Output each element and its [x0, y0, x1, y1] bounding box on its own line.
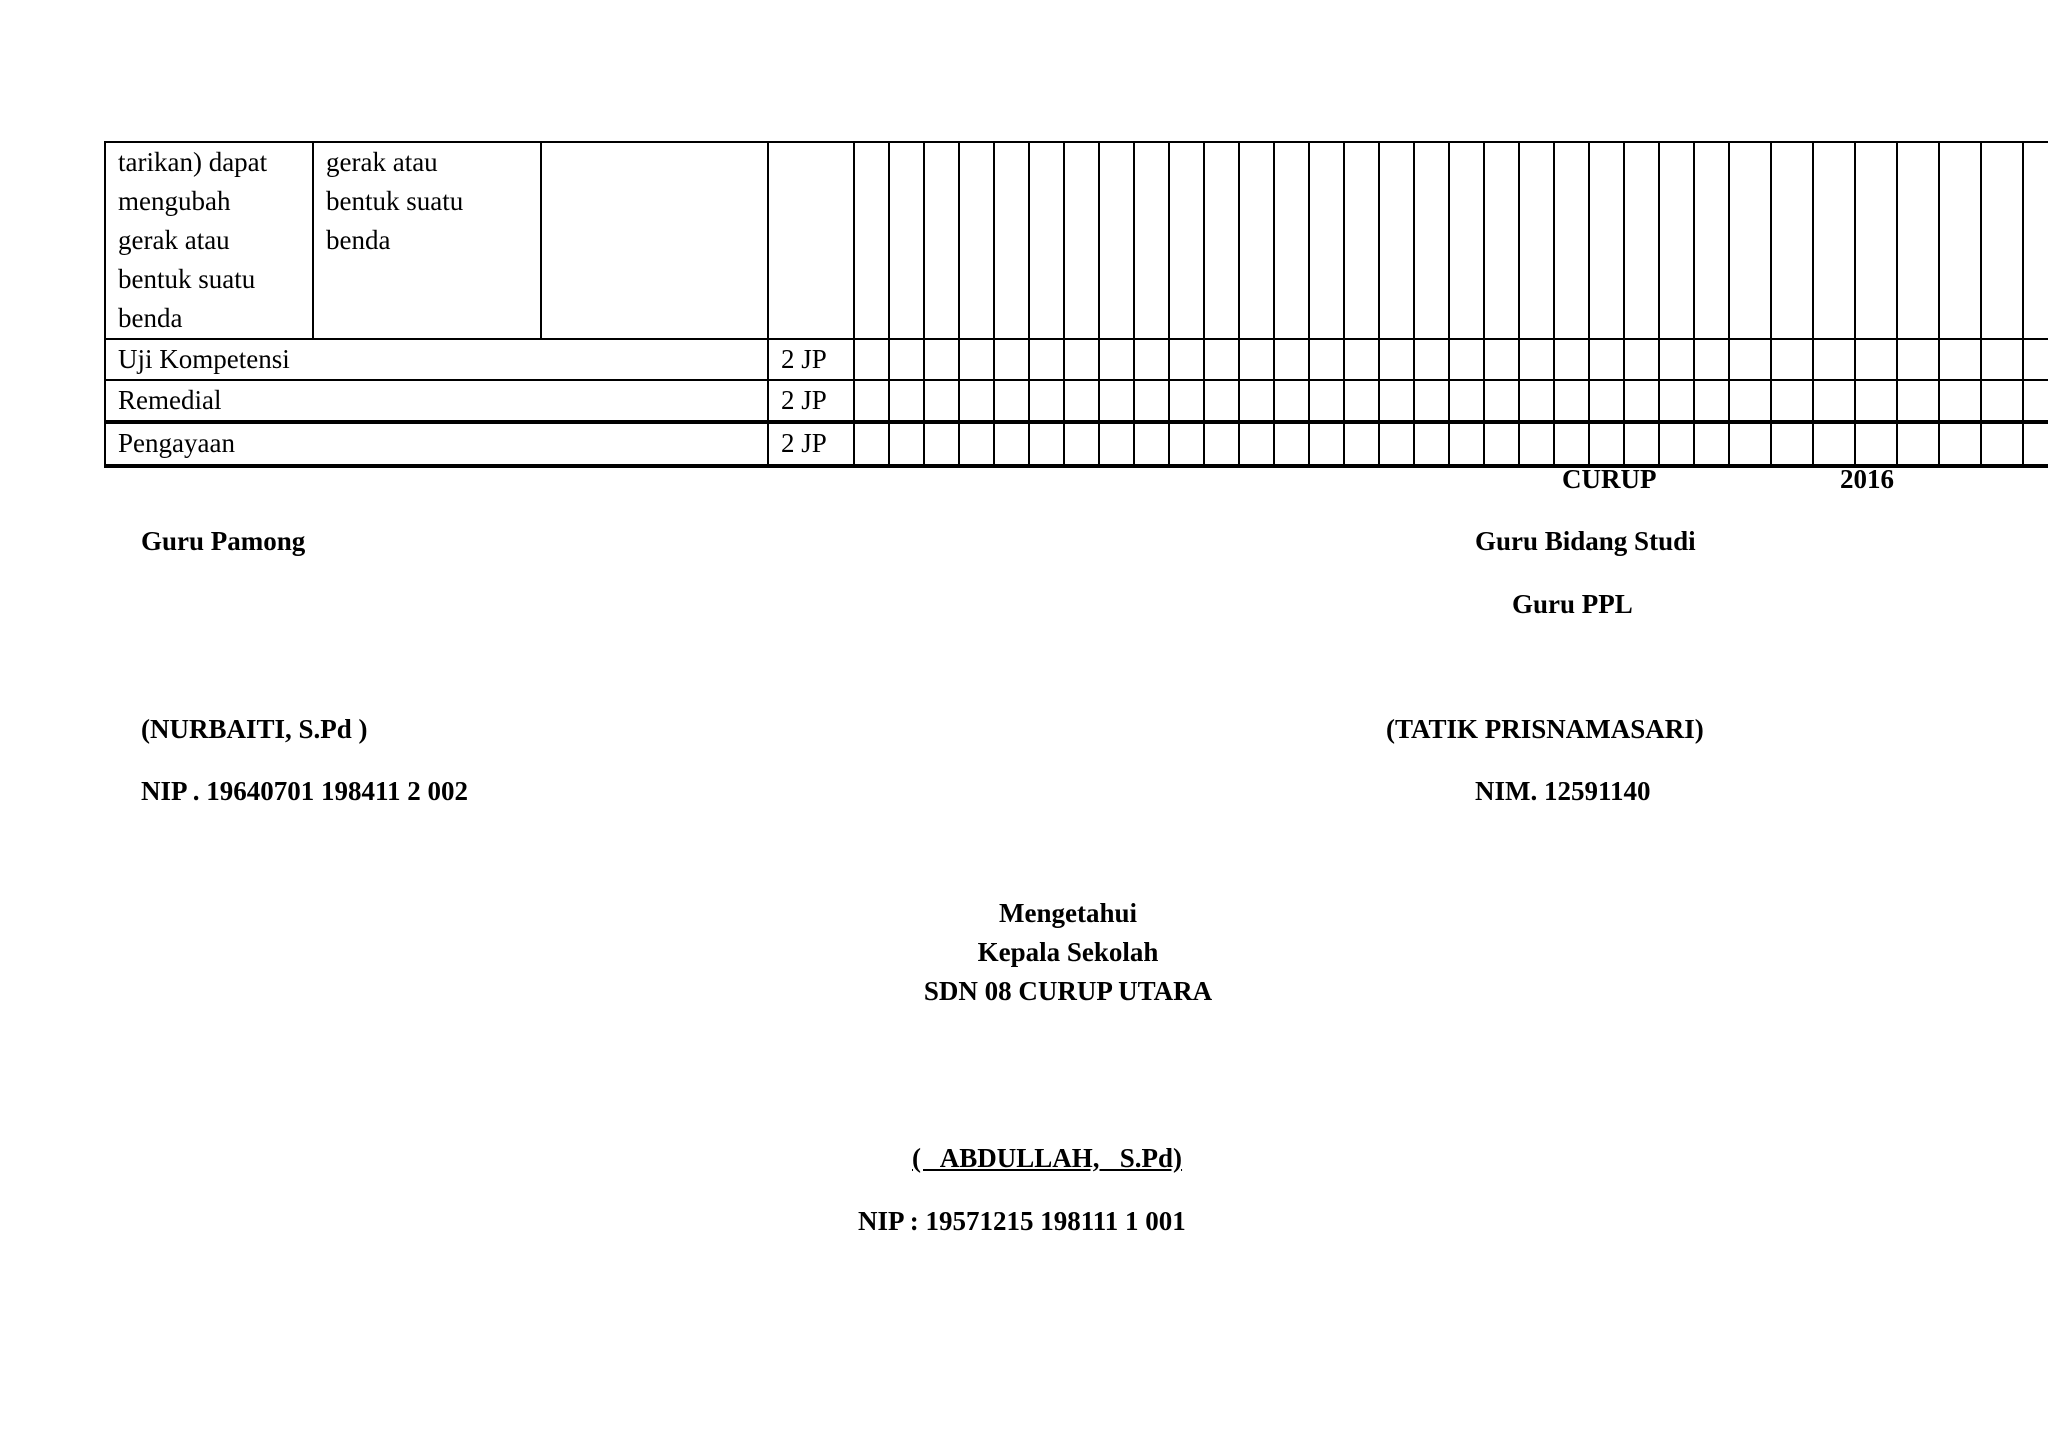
schedule-grid-cell	[1169, 339, 1204, 380]
schedule-grid-cell	[1099, 422, 1134, 466]
schedule-grid-cell	[1939, 422, 1981, 466]
schedule-grid-cell	[1379, 142, 1414, 339]
schedule-grid-cell	[924, 339, 959, 380]
schedule-grid-cell	[994, 422, 1029, 466]
schedule-grid-cell	[1981, 380, 2023, 422]
schedule-grid-cell	[1813, 380, 1855, 422]
approval-line3: SDN 08 CURUP UTARA	[923, 976, 1213, 1006]
schedule-grid-cell	[1379, 422, 1414, 466]
schedule-grid-cell	[1589, 422, 1624, 466]
schedule-grid-cell	[1379, 339, 1414, 380]
schedule-grid-cell	[1134, 142, 1169, 339]
schedule-grid-cell	[1771, 422, 1813, 466]
row-jp: 2 JP	[768, 339, 854, 380]
schedule-grid-cell	[1134, 380, 1169, 422]
schedule-grid-cell	[2023, 142, 2048, 339]
schedule-grid-cell	[1484, 422, 1519, 466]
schedule-grid-cell	[1589, 339, 1624, 380]
schedule-grid-cell	[1624, 142, 1659, 339]
place-label: CURUP	[1562, 464, 1657, 494]
schedule-grid-cell	[1855, 339, 1897, 380]
schedule-grid-cell	[889, 422, 924, 466]
schedule-grid-cell	[1771, 380, 1813, 422]
schedule-grid-cell	[1624, 380, 1659, 422]
table-row	[105, 142, 2048, 339]
schedule-grid-cell	[1064, 422, 1099, 466]
material-cell	[541, 142, 768, 339]
schedule-grid-cell	[1981, 339, 2023, 380]
row-label: Uji Kompetensi	[105, 339, 768, 380]
schedule-grid-cell	[1309, 380, 1344, 422]
schedule-grid-cell	[1624, 339, 1659, 380]
schedule-grid-cell	[2023, 339, 2048, 380]
schedule-grid-cell	[1554, 422, 1589, 466]
schedule-grid-cell	[1064, 142, 1099, 339]
schedule-grid-cell	[924, 142, 959, 339]
schedule-grid-cell	[1554, 380, 1589, 422]
schedule-grid-cell	[1414, 422, 1449, 466]
schedule-grid-cell	[1414, 380, 1449, 422]
schedule-grid-cell	[1344, 422, 1379, 466]
schedule-grid-cell	[1239, 422, 1274, 466]
schedule-grid-cell	[1659, 380, 1694, 422]
schedule-grid-cell	[1855, 422, 1897, 466]
schedule-grid-cell	[1589, 380, 1624, 422]
indicator-cell: gerak atau bentuk suatu benda	[313, 142, 541, 339]
schedule-grid-cell	[1099, 380, 1134, 422]
schedule-grid-cell	[1659, 339, 1694, 380]
schedule-grid-cell	[1729, 142, 1771, 339]
schedule-grid-cell	[1309, 422, 1344, 466]
schedule-grid-cell	[1659, 142, 1694, 339]
schedule-grid-cell	[1379, 380, 1414, 422]
schedule-grid-cell	[1344, 380, 1379, 422]
approval-line2: Kepala Sekolah	[977, 937, 1159, 967]
schedule-grid-cell	[854, 339, 889, 380]
schedule-grid-cell	[1939, 339, 1981, 380]
approval-line1: Mengetahui	[999, 898, 1137, 928]
schedule-grid-cell	[1589, 142, 1624, 339]
schedule-grid-cell	[1064, 380, 1099, 422]
schedule-grid-cell	[1239, 380, 1274, 422]
schedule-grid-cell	[1204, 380, 1239, 422]
schedule-grid-cell	[1029, 422, 1064, 466]
schedule-grid-cell	[1414, 339, 1449, 380]
schedule-grid-cell	[1939, 142, 1981, 339]
schedule-grid-cell	[1204, 339, 1239, 380]
row-label: Pengayaan	[105, 422, 768, 466]
schedule-grid-cell	[1484, 339, 1519, 380]
schedule-grid-cell	[1274, 422, 1309, 466]
schedule-grid-cell	[1449, 380, 1484, 422]
schedule-grid-cell	[994, 380, 1029, 422]
schedule-grid-cell	[1519, 142, 1554, 339]
schedule-grid-cell	[1855, 380, 1897, 422]
schedule-grid-cell	[854, 380, 889, 422]
schedule-grid-cell	[1134, 339, 1169, 380]
schedule-grid-cell	[1204, 142, 1239, 339]
right-signature-role: Guru Bidang Studi	[1475, 526, 1696, 556]
schedule-grid-cell	[1099, 142, 1134, 339]
right-signature-subrole: Guru PPL	[1512, 589, 1633, 619]
headmaster-id: NIP : 19571215 198111 1 001	[858, 1206, 1186, 1236]
schedule-grid-cell	[994, 142, 1029, 339]
schedule-grid-cell	[959, 422, 994, 466]
schedule-grid-cell	[959, 380, 994, 422]
schedule-grid-cell	[1694, 380, 1729, 422]
schedule-grid-cell	[1771, 339, 1813, 380]
schedule-grid-cell	[1897, 380, 1939, 422]
schedule-grid-cell	[1624, 422, 1659, 466]
schedule-grid-cell	[1274, 380, 1309, 422]
schedule-grid-cell	[1554, 142, 1589, 339]
allocation-cell	[768, 142, 854, 339]
schedule-grid-cell	[1169, 142, 1204, 339]
schedule-grid-cell	[1771, 142, 1813, 339]
schedule-grid-cell	[889, 380, 924, 422]
schedule-grid-cell	[1519, 422, 1554, 466]
table-row-uji-kompetensi	[105, 339, 2048, 380]
schedule-grid-cell	[1169, 380, 1204, 422]
schedule-grid-cell	[1897, 339, 1939, 380]
table-row-remedial	[105, 380, 2048, 422]
schedule-grid-cell	[1813, 339, 1855, 380]
schedule-grid-cell	[1897, 142, 1939, 339]
schedule-grid-cell	[854, 422, 889, 466]
schedule-grid-cell	[889, 142, 924, 339]
schedule-grid-cell	[1897, 422, 1939, 466]
schedule-grid-cell	[1519, 339, 1554, 380]
schedule-grid-cell	[1519, 380, 1554, 422]
schedule-grid-cell	[2023, 380, 2048, 422]
schedule-grid-cell	[1694, 339, 1729, 380]
schedule-grid-cell	[959, 142, 994, 339]
schedule-grid-cell	[1484, 380, 1519, 422]
row-jp: 2 JP	[768, 380, 854, 422]
right-signature-id: NIM. 12591140	[1475, 776, 1651, 806]
schedule-grid-cell	[1029, 380, 1064, 422]
schedule-grid-cell	[1729, 422, 1771, 466]
schedule-grid-cell	[1414, 142, 1449, 339]
left-signature-name: (NURBAITI, S.Pd )	[141, 714, 368, 744]
schedule-grid-cell	[1694, 422, 1729, 466]
schedule-grid-cell	[1064, 339, 1099, 380]
schedule-grid-cell	[1449, 142, 1484, 339]
schedule-grid-cell	[1239, 339, 1274, 380]
schedule-grid-cell	[1029, 339, 1064, 380]
schedule-grid-cell	[1344, 339, 1379, 380]
schedule-grid-cell	[1813, 422, 1855, 466]
schedule-grid-cell	[1099, 339, 1134, 380]
schedule-table	[104, 141, 2048, 468]
schedule-grid-cell	[924, 422, 959, 466]
schedule-grid-cell	[1274, 142, 1309, 339]
left-signature-role: Guru Pamong	[141, 526, 306, 556]
year-label: 2016	[1840, 464, 1894, 494]
headmaster-name: ( ABDULLAH, S.Pd)	[912, 1143, 1183, 1173]
schedule-grid-cell	[889, 339, 924, 380]
schedule-grid-cell	[1729, 380, 1771, 422]
schedule-grid-cell	[1309, 142, 1344, 339]
schedule-grid-cell	[1449, 422, 1484, 466]
schedule-grid-cell	[994, 339, 1029, 380]
schedule-grid-cell	[1204, 422, 1239, 466]
row-jp: 2 JP	[768, 422, 854, 466]
schedule-grid-cell	[1274, 339, 1309, 380]
schedule-grid-cell	[1813, 142, 1855, 339]
schedule-grid-cell	[1344, 142, 1379, 339]
schedule-grid-cell	[1554, 339, 1589, 380]
schedule-grid-cell	[1694, 142, 1729, 339]
schedule-grid-cell	[1855, 142, 1897, 339]
schedule-grid-cell	[1981, 422, 2023, 466]
right-signature-name: (TATIK PRISNAMASARI)	[1386, 714, 1704, 744]
schedule-grid-cell	[959, 339, 994, 380]
table-row-pengayaan	[105, 422, 2048, 466]
schedule-grid-cell	[1309, 339, 1344, 380]
schedule-grid-cell	[1239, 142, 1274, 339]
schedule-grid-cell	[2023, 422, 2048, 466]
schedule-grid-cell	[1484, 142, 1519, 339]
row-label: Remedial	[105, 380, 768, 422]
schedule-grid-cell	[924, 380, 959, 422]
competency-cell: tarikan) dapat mengubah gerak atau bentuk suatu benda	[105, 142, 313, 339]
schedule-grid-cell	[1449, 339, 1484, 380]
schedule-grid-cell	[1729, 339, 1771, 380]
schedule-grid-cell	[1981, 142, 2023, 339]
schedule-grid-cell	[1029, 142, 1064, 339]
schedule-grid-cell	[1169, 422, 1204, 466]
schedule-grid-cell	[854, 142, 889, 339]
schedule-grid-cell	[1939, 380, 1981, 422]
schedule-grid-cell	[1134, 422, 1169, 466]
left-signature-id: NIP . 19640701 198411 2 002	[141, 776, 469, 806]
schedule-grid-cell	[1659, 422, 1694, 466]
